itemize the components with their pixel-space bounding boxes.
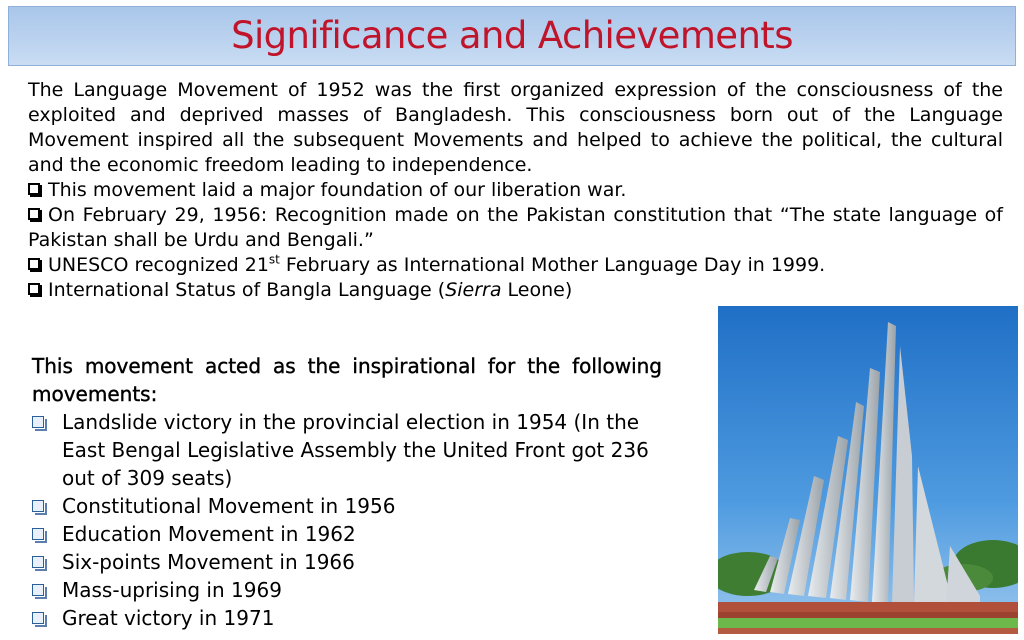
movements-lead: This movement acted as the inspirational for the following movements:: [32, 354, 662, 406]
list-item: Great victory in 1971: [32, 604, 662, 632]
monument-photo: [718, 306, 1018, 634]
list-item: Landslide victory in the provincial election in 1954 (In the East Bengal Legislative Assembly the United Front got 236 out of 309 seats): [32, 408, 662, 492]
checkbox-bullet-icon: [28, 183, 40, 195]
checkbox-bullet-icon: [28, 258, 40, 270]
checkbox-bullet-icon: [28, 283, 40, 295]
list-item: Six-points Movement in 1966: [32, 548, 662, 576]
checkbox-bullet-icon: [32, 584, 44, 596]
bullet-item: On February 29, 1956: Recognition made on the Pakistan constitution that “The state language of Pakistan shall be Urdu and Bengali.”: [28, 204, 1003, 251]
summary-block: [28, 78, 1003, 303]
movements-block: [32, 352, 662, 632]
checkbox-bullet-icon: [28, 208, 40, 220]
checkbox-bullet-icon: [32, 416, 44, 428]
slide-title: Significance and Achievements: [231, 14, 793, 57]
checkbox-bullet-icon: [32, 528, 44, 540]
list-item: Mass-uprising in 1969: [32, 576, 662, 604]
movements-list: [32, 408, 662, 632]
intro-paragraph: The Language Movement of 1952 was the first organized expression of the consciousness of the exploited and deprived masses of Bangladesh. This consciousness born out of the Language Movement inspired all the subsequent Movements and helped to achieve the political, the cultural and the economic freedom leading to independence.: [28, 79, 1003, 176]
list-item: Education Movement in 1962: [32, 520, 662, 548]
title-banner: [8, 6, 1016, 66]
monument-illustration: [718, 306, 1018, 634]
bullet-item: International Status of Bangla Language (Sierra Leone): [28, 278, 1003, 303]
checkbox-bullet-icon: [32, 612, 44, 624]
checkbox-bullet-icon: [32, 556, 44, 568]
bullet-item: UNESCO recognized 21st February as International Mother Language Day in 1999.: [28, 253, 1003, 278]
bullet-item: This movement laid a major foundation of our liberation war.: [28, 178, 1003, 203]
checkbox-bullet-icon: [32, 500, 44, 512]
list-item: Constitutional Movement in 1956: [32, 492, 662, 520]
